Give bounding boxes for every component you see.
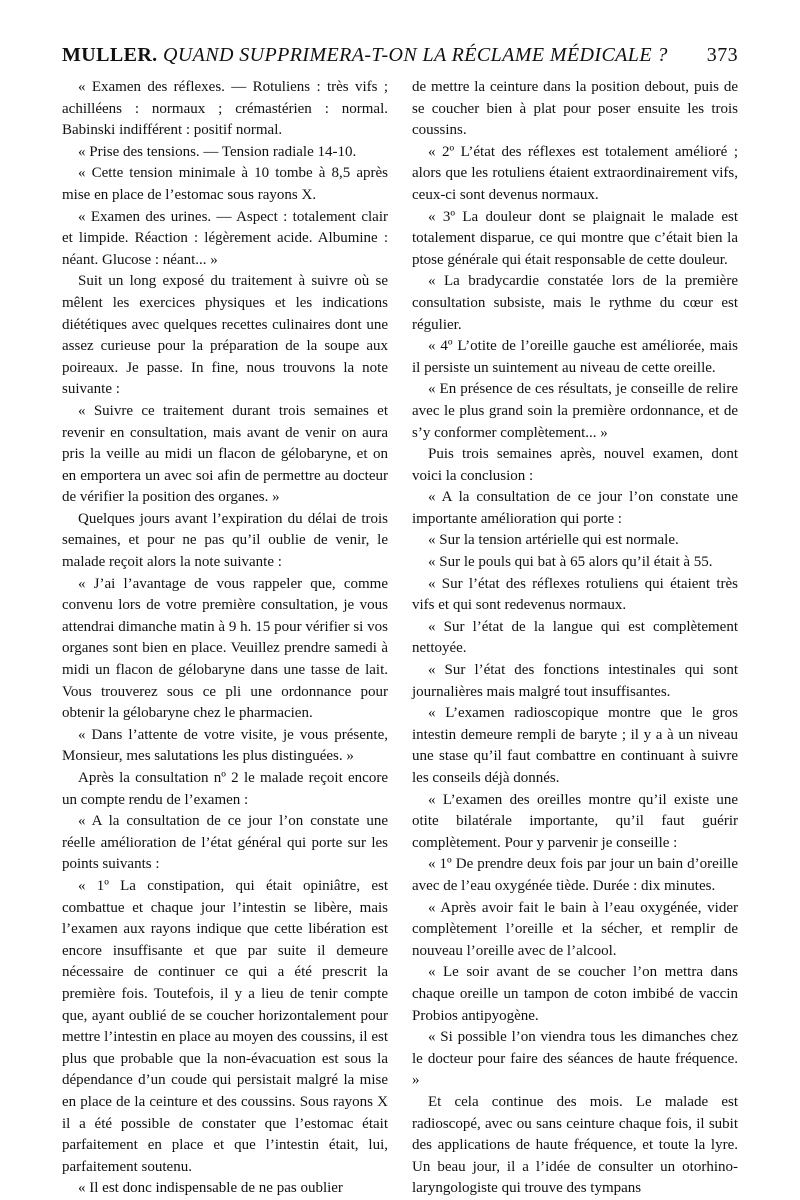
paragraph: « Sur le pouls qui bat à 65 alors qu’il était à 55. — [428, 554, 713, 571]
paragraph: « Après avoir fait le bain à l’eau oxygénée, vider complètement l’oreille et la sécher, et remplir de nouveau l’oreille avec de l’alcool. — [412, 899, 738, 959]
paragraph: « Si possible l’on viendra tous les dimanches chez le docteur pour faire des séances de haute fréquence. » — [412, 1029, 738, 1089]
paragraph: « Il est donc indispensable de ne pas oublier — [78, 1180, 343, 1197]
paragraph: « L’examen radioscopique montre que le gros intestin demeure rempli de baryte ; il y a à un niveau une stase qu’il faut combattre en continuant à suivre les conseils déjà donnés. — [412, 705, 738, 786]
paragraph: « Sur la tension artérielle qui est normale. — [428, 532, 679, 549]
paragraph: Suit un long exposé du traitement à suivre où se mêlent les exercices physiques et les indications diététiques avec quelques recettes culinaires dont une assez curieuse pour la préparation de la soupe aux poireaux. Je passe. In fine, nous trouvons la note suivante : — [62, 273, 388, 398]
paragraph: « Suivre ce traitement durant trois semaines et revenir en consultation, mais avant de venir on aura pris la veille au midi un flacon de gélobaryne, et on en emportera un avec soi afin de permettre au docteur de vérifier la position des organes. » — [62, 402, 388, 506]
paragraph: « 1º La constipation, qui était opiniâtre, est combattue et chaque jour l’intestin se libère, mais l’examen aux rayons indique que cette libération est encore insuffisante et que par suite il demeure nécessaire de continuer ce qui a été prescrit la première fois. Toutefois, il y a lieu de tenir compte que, ayant oublié de se coucher horizontalement pour mettre l’intestin en place au moyen des coussins, il est plus que probable que la non-évacuation est sous la dépendance d’un coude qui persistait malgré la mise en place de la ceinture et des coussins. Sous rayons X il a été possible de constater que l’estomac était parfaitement en place et que l’intestin était, lui, parfaitement soutenu. — [62, 877, 388, 1175]
paragraph: « 2º L’état des réflexes est totalement amélioré ; alors que les rotuliens étaient extraordinairement vifs, ceux-ci sont devenus normaux. — [412, 143, 738, 203]
paragraph: « La bradycardie constatée lors de la première consultation subsiste, mais le rythme du cœur est régulier. — [412, 273, 738, 333]
paragraph: Après la consultation nº 2 le malade reçoit encore un compte rendu de l’examen : — [62, 770, 388, 808]
paragraph: « Le soir avant de se coucher l’on mettra dans chaque oreille un tampon de coton imbibé de vaccin Probios antipyogène. — [412, 964, 738, 1024]
paragraph: « 4º L’otite de l’oreille gauche est améliorée, mais il persiste un suintement au niveau de cette oreille. — [412, 338, 738, 376]
paragraph: « J’ai l’avantage de vous rappeler que, comme convenu lors de votre première consultation, je vous attendrai dimanche matin à 9 h. 15 pour vérifier si vos organes sont bien en place. Veuillez prendre samedi à midi un flacon de gélobaryne dans une tasse de lait. Vous trouverez sous ce pli une ordonnance pour obtenir la gélobaryne chez le pharmacien. — [62, 575, 388, 722]
paragraph: « Sur l’état des réflexes rotuliens qui étaient très vifs et qui sont redevenus normaux. — [412, 575, 738, 614]
paragraph: « 1º De prendre deux fois par jour un bain d’oreille avec de l’eau oxygénée tiède. Durée : dix minutes. — [412, 856, 738, 894]
paragraph: « Cette tension minimale à 10 tombe à 8,5 après mise en place de l’estomac sous rayons X. — [62, 165, 388, 203]
paragraph: « En présence de ces résultats, je conseille de relire avec le plus grand soin la première ordonnance, et de s’y conformer complètement... » — [412, 381, 738, 441]
paragraph: « Sur l’état de la langue qui est complètement nettoyée. — [412, 618, 738, 657]
header-title: QUAND SUPPRIMERA-T-ON LA RÉCLAME MÉDICALE ? — [163, 44, 668, 66]
paragraph: « 3º La douleur dont se plaignait le malade est totalement disparue, ce qui montre que c’était bien la ptose générale qui était responsable de cette douleur. — [412, 208, 738, 268]
right-column — [412, 77, 738, 1200]
paragraph: « Examen des réflexes. — Rotuliens : très vifs ; achilléens : normaux ; crémastérien : normal. Babinski indifférent : positif normal. — [62, 79, 388, 139]
paragraph: « Examen des urines. — Aspect : totalement clair et limpide. Réaction : légèrement acide. Albumine : néant. Glucose : néant... » — [62, 208, 388, 268]
page-number: 373 — [706, 44, 738, 66]
paragraph: Puis trois semaines après, nouvel examen, dont voici la conclusion : — [412, 446, 738, 484]
paragraph: « A la consultation de ce jour l’on constate une réelle amélioration de l’état général qui porte sur les points suivants : — [62, 813, 388, 873]
running-header — [62, 44, 738, 72]
paragraph: « Dans l’attente de votre visite, je vous présente, Monsieur, mes salutations les plus distinguées. » — [62, 726, 388, 765]
paragraph-continued: de mettre la ceinture dans la position debout, puis de se coucher bien à plat pour poser ensuite les trois coussins. — [412, 79, 738, 139]
header-author: MULLER. — [62, 44, 158, 66]
paragraph: « A la consultation de ce jour l’on constate une importante amélioration qui porte : — [412, 489, 738, 527]
left-column — [62, 77, 388, 1200]
paragraph: Quelques jours avant l’expiration du délai de trois semaines, et pour ne pas qu’il oublie de venir, le malade reçoit alors la note suivante : — [62, 510, 388, 571]
paragraph: « Prise des tensions. — Tension radiale 14-10. — [78, 143, 357, 160]
paragraph: « L’examen des oreilles montre qu’il existe une otite bilatérale importante, qu’il faut guérir complètement. Pour y parvenir je conseille : — [412, 791, 738, 851]
paragraph: « Sur l’état des fonctions intestinales qui sont journalières mais malgré tout insuffisantes. — [412, 662, 738, 700]
paragraph: Et cela continue des mois. Le malade est radioscopé, avec ou sans ceinture chaque fois, il subit des applications de haute fréquence, et toute la lyre. Un beau jour, il a l’idée de consulter un otorhino-laryngologiste qui trouve des tympans — [412, 1093, 738, 1197]
